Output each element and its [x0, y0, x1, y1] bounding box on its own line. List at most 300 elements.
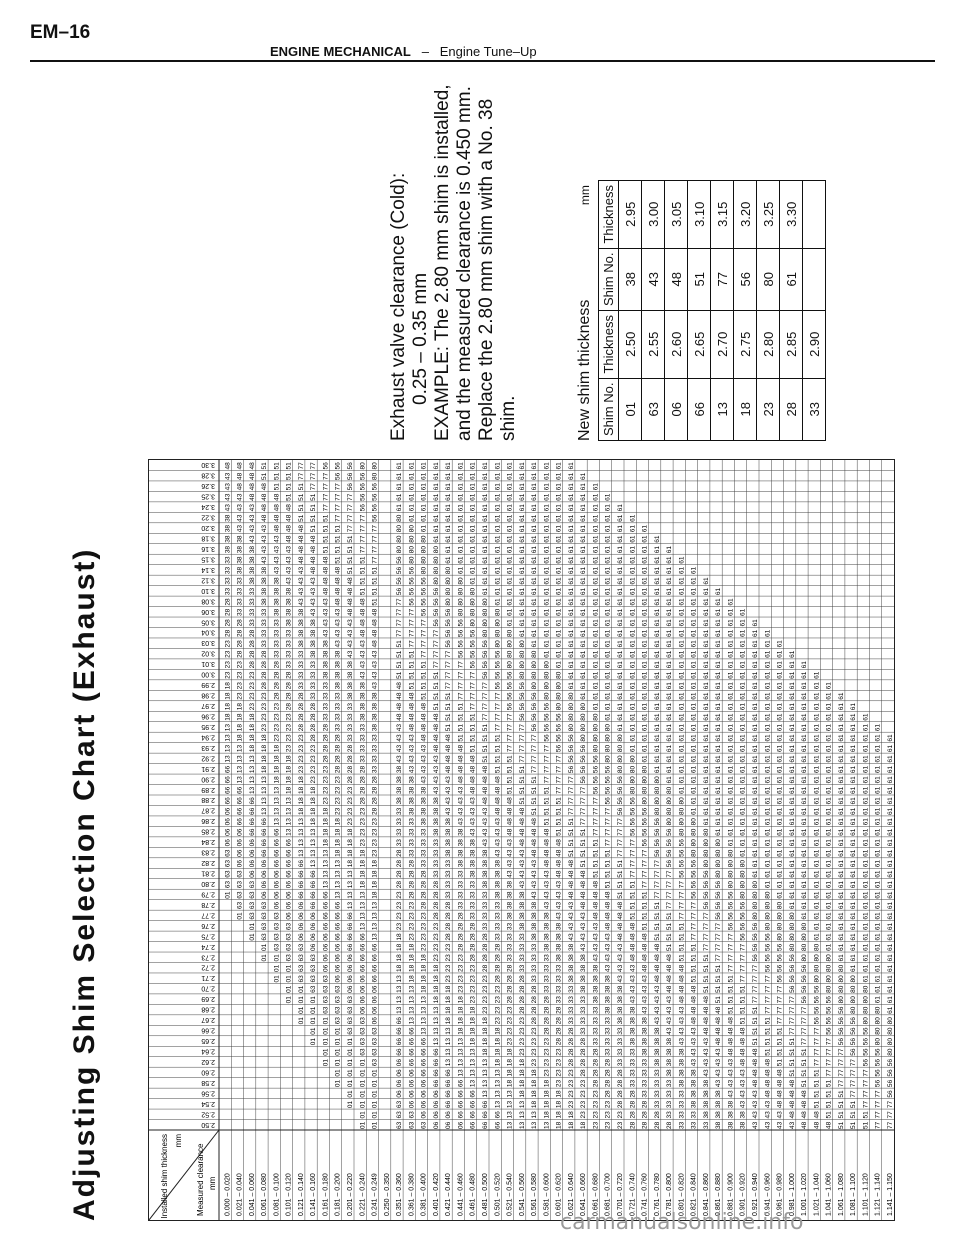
shim-cell: 63 — [347, 996, 354, 1004]
shim-cell: 61 — [862, 954, 870, 962]
shim-cell: 38 — [592, 985, 600, 993]
shim-cell: 23 — [322, 765, 330, 774]
shim-cell: 61 — [702, 640, 710, 648]
shim-cell: 61 — [592, 504, 600, 512]
shim-cell: 77 — [752, 964, 759, 972]
shim-cell: 13 — [224, 744, 232, 753]
shim-cell: 77 — [567, 786, 575, 794]
shim-cell: 06 — [322, 964, 330, 972]
shim-cell: 61 — [555, 493, 563, 501]
new-shim-row — [665, 181, 688, 441]
shim-cell: 61 — [408, 462, 416, 470]
shim-cell: 48 — [555, 839, 563, 847]
shim-cell: 80 — [653, 776, 661, 784]
shim-cell: 61 — [801, 901, 809, 910]
shim-cell: 56 — [739, 912, 747, 920]
shim-cell: 80 — [518, 661, 526, 669]
shim-cell: 61 — [653, 734, 661, 742]
shim-cell: 43 — [469, 797, 477, 805]
shim-cell: 23 — [396, 901, 404, 910]
shim-cell: 80 — [874, 1038, 882, 1046]
shim-cell: 51 — [371, 587, 379, 596]
shim-cell: 43 — [359, 671, 367, 679]
shim-cell: 23 — [543, 1048, 551, 1056]
header-separator: – — [421, 44, 429, 59]
shim-cell: 06 — [310, 943, 318, 952]
shim-cell: 66 — [408, 1038, 416, 1046]
clearance-row-label: 0.000 – 0.020 — [224, 1173, 232, 1216]
shim-cell: 43 — [567, 933, 575, 941]
new-shim-cell: 51 — [688, 248, 711, 310]
shim-cell: 13 — [469, 1048, 477, 1056]
shim-cell: 77 — [518, 755, 526, 763]
shim-cell: 28 — [248, 629, 256, 637]
shim-cell: 38 — [347, 671, 354, 679]
shim-cell: 61 — [752, 682, 759, 690]
shim-cell: 80 — [580, 713, 588, 721]
shim-cell: 77 — [666, 880, 674, 889]
shim-cell: 61 — [887, 786, 894, 794]
shim-cell: 18 — [285, 755, 293, 763]
shim-cell: 61 — [874, 996, 882, 1004]
shim-cell: 43 — [580, 922, 588, 931]
shim-cell: 61 — [666, 744, 674, 753]
shim-cell: 56 — [690, 860, 698, 868]
shim-cell: 33 — [408, 828, 416, 836]
shim-cell: 61 — [715, 671, 723, 679]
shim-cell: 61 — [862, 943, 870, 952]
shim-cell: 18 — [248, 713, 256, 721]
shim-cell: 23 — [371, 828, 379, 836]
shim-cell: 61 — [715, 682, 723, 690]
shim-cell: 43 — [678, 1017, 686, 1025]
shim-cell: 38 — [739, 1111, 747, 1119]
shim-cell: 80 — [592, 713, 600, 721]
shim-cell: 06 — [371, 985, 379, 993]
shim-cell: 18 — [543, 1111, 551, 1119]
shim-cell: 61 — [445, 462, 453, 470]
shim-cell: 61 — [678, 776, 686, 784]
shim-cell: 48 — [506, 807, 514, 815]
shim-cell: 80 — [727, 880, 735, 889]
shim-cell: 23 — [506, 1017, 514, 1025]
shim-cell: 18 — [494, 1027, 502, 1035]
shim-cell: 61 — [604, 504, 612, 512]
shim-cell: 33 — [629, 1079, 637, 1088]
shim-cell: 61 — [837, 723, 845, 732]
shim-cell: 51 — [580, 849, 588, 857]
shim-cell: 61 — [825, 943, 833, 952]
shim-cell: 18 — [457, 996, 465, 1004]
shim-cell: 43 — [604, 943, 612, 952]
shim-cell: 56 — [543, 734, 551, 742]
shim-cell: 61 — [629, 619, 637, 627]
clearance-row-label: 0.561 – 0.580 — [531, 1173, 539, 1216]
shim-column-label: 3.04 — [201, 628, 215, 636]
shim-cell: 33 — [678, 1090, 686, 1098]
shim-cell: 56 — [776, 964, 784, 972]
shim-cell: 56 — [580, 776, 588, 784]
shim-cell: 80 — [567, 713, 575, 721]
shim-cell: 61 — [543, 504, 551, 512]
shim-cell: 48 — [408, 703, 416, 711]
shim-cell: 61 — [702, 661, 710, 669]
shim-cell: 38 — [653, 1058, 661, 1067]
shim-cell: 38 — [248, 556, 256, 564]
shim-cell: 13 — [445, 1027, 453, 1035]
shim-cell: 63 — [297, 964, 305, 972]
shim-cell: 61 — [678, 556, 686, 564]
shim-cell: 66 — [310, 901, 318, 910]
shim-cell: 51 — [310, 493, 318, 501]
shim-cell: 06 — [432, 1111, 440, 1119]
shim-cell: 61 — [837, 933, 845, 941]
new-shim-cell: 01 — [619, 378, 642, 440]
shim-cell: 61 — [727, 608, 735, 617]
shim-cell: 38 — [408, 776, 416, 784]
shim-cell: 18 — [310, 797, 318, 805]
shim-cell: 48 — [432, 744, 440, 753]
shim-cell: 48 — [580, 901, 588, 910]
shim-cell: 56 — [813, 985, 821, 993]
shim-cell: 77 — [702, 912, 710, 920]
shim-cell: 61 — [641, 682, 649, 690]
shim-cell: 18 — [310, 807, 318, 815]
shim-cell: 61 — [752, 807, 759, 815]
shim-cell: 61 — [580, 535, 588, 543]
shim-cell: 61 — [666, 703, 674, 711]
shim-cell: 77 — [396, 619, 404, 627]
shim-cell: 43 — [739, 1090, 747, 1098]
shim-cell: 77 — [506, 734, 514, 742]
shim-cell: 01 — [334, 1027, 342, 1035]
new-shim-cell: 2.75 — [734, 311, 757, 379]
shim-cell: 43 — [236, 514, 244, 522]
shim-cell: 06 — [371, 1006, 379, 1014]
shim-cell: 33 — [617, 1038, 624, 1046]
shim-cell: 48 — [715, 1006, 723, 1014]
shim-cell: 06 — [224, 839, 232, 847]
shim-cell: 61 — [555, 598, 563, 606]
shim-cell: 48 — [702, 1006, 710, 1014]
shim-cell: 18 — [482, 1017, 489, 1025]
shim-cell: 77 — [715, 933, 723, 941]
shim-cell: 28 — [617, 1069, 624, 1077]
shim-cell: 61 — [420, 493, 428, 501]
shim-cell: 38 — [567, 943, 575, 952]
shim-cell: 18 — [334, 828, 342, 836]
shim-cell: 61 — [752, 818, 759, 826]
new-shim-cell: 2.95 — [619, 181, 642, 249]
shim-cell: 28 — [236, 650, 244, 658]
shim-cell: 80 — [629, 776, 637, 784]
shim-cell: 61 — [555, 650, 563, 658]
shim-cell: 80 — [531, 661, 539, 669]
shim-cell: 61 — [788, 839, 796, 847]
new-shim-cell: 2.55 — [642, 311, 665, 379]
shim-cell: 77 — [604, 807, 612, 815]
shim-cell: 80 — [371, 462, 379, 470]
shim-cell: 51 — [837, 1111, 845, 1119]
shim-cell: 33 — [666, 1111, 674, 1119]
shim-cell: 61 — [432, 535, 440, 543]
shim-cell: 33 — [261, 619, 269, 627]
shim-cell: 28 — [567, 1048, 575, 1056]
shim-cell: 61 — [788, 880, 796, 889]
shim-cell: 56 — [678, 849, 686, 857]
shim-cell: 06 — [408, 1100, 416, 1109]
shim-cell: 43 — [580, 943, 588, 952]
shim-cell: 66 — [273, 849, 281, 857]
shim-cell: 48 — [506, 818, 514, 826]
shim-cell: 33 — [592, 1017, 600, 1025]
shim-cell: 28 — [261, 661, 269, 669]
shim-cell: 77 — [727, 943, 735, 952]
shim-cell: 61 — [604, 671, 612, 679]
shim-cell: 18 — [457, 1027, 465, 1035]
shim-cell: 43 — [261, 525, 269, 533]
shim-cell: 33 — [248, 608, 256, 617]
shim-cell: 28 — [273, 692, 281, 700]
shim-cell: 80 — [788, 912, 796, 920]
shim-cell: 56 — [653, 818, 661, 826]
shim-cell: 61 — [825, 776, 833, 784]
shim-cell: 51 — [702, 975, 710, 983]
clearance-row-label: 0.961 – 0.980 — [776, 1173, 784, 1216]
shim-cell: 80 — [678, 797, 686, 805]
shim-cell: 13 — [359, 912, 367, 920]
shim-cell: 61 — [801, 797, 809, 805]
shim-cell: 18 — [432, 975, 440, 983]
shim-cell: 38 — [371, 713, 379, 721]
shim-cell: 61 — [887, 797, 894, 805]
shim-cell: 48 — [617, 922, 624, 931]
shim-cell: 51 — [432, 703, 440, 711]
shim-cell: 61 — [862, 776, 870, 784]
shim-cell: 63 — [322, 975, 330, 983]
shim-cell: 48 — [518, 828, 526, 836]
shim-cell: 61 — [653, 682, 661, 690]
shim-cell: 43 — [518, 870, 526, 878]
shim-cell: 61 — [764, 797, 772, 805]
shim-column-label: 2.64 — [201, 1047, 215, 1055]
shim-cell: 33 — [580, 1027, 588, 1035]
shim-cell: 23 — [445, 975, 453, 983]
shim-cell: 38 — [236, 556, 244, 564]
shim-cell: 77 — [334, 504, 342, 512]
shim-cell: 61 — [776, 891, 784, 899]
shim-cell: 43 — [420, 755, 428, 763]
shim-cell: 63 — [261, 912, 269, 920]
shim-cell: 28 — [236, 619, 244, 627]
shim-cell: 38 — [445, 828, 453, 836]
shim-cell: 51 — [592, 870, 600, 878]
shim-cell: 01 — [359, 1079, 367, 1088]
shim-cell: 61 — [813, 744, 821, 753]
shim-cell: 56 — [396, 566, 404, 575]
shim-cell: 77 — [617, 818, 624, 826]
shim-cell: 06 — [347, 975, 354, 983]
shim-cell: 33 — [359, 755, 367, 763]
shim-cell: 48 — [310, 535, 318, 543]
shim-cell: 66 — [420, 1069, 428, 1077]
shim-cell: 48 — [752, 1079, 759, 1088]
shim-cell: 28 — [518, 985, 526, 993]
shim-cell: 43 — [653, 1006, 661, 1014]
shim-cell: 61 — [752, 703, 759, 711]
shim-cell: 48 — [371, 619, 379, 627]
shim-cell: 48 — [666, 985, 674, 993]
shim-cell: 23 — [297, 734, 305, 742]
clearance-row-label: 0.201 – 0.220 — [347, 1173, 354, 1216]
shim-cell: 43 — [322, 608, 330, 617]
shim-cell: 63 — [371, 1038, 379, 1046]
shim-cell: 18 — [322, 828, 330, 836]
shim-cell: 33 — [224, 587, 232, 596]
shim-cell: 61 — [494, 587, 502, 596]
shim-cell: 51 — [641, 912, 649, 920]
shim-cell: 06 — [347, 964, 354, 972]
shim-cell: 33 — [408, 818, 416, 826]
shim-cell: 33 — [518, 933, 526, 941]
shim-cell: 13 — [396, 996, 404, 1004]
shim-cell: 33 — [567, 985, 575, 993]
shim-cell: 48 — [334, 566, 342, 575]
shim-cell: 28 — [396, 860, 404, 868]
shim-cell: 61 — [678, 629, 686, 637]
shim-cell: 23 — [261, 692, 269, 700]
shim-cell: 01 — [310, 996, 318, 1004]
shim-cell: 51 — [788, 1038, 796, 1046]
shim-cell: 56 — [506, 692, 514, 700]
shim-cell: 61 — [739, 713, 747, 721]
shim-cell: 28 — [420, 870, 428, 878]
shim-cell: 38 — [580, 985, 588, 993]
shim-cell: 33 — [371, 765, 379, 774]
shim-cell: 61 — [543, 545, 551, 554]
shim-column-label: 2.72 — [201, 963, 215, 971]
shim-cell: 61 — [837, 786, 845, 794]
shim-cell: 80 — [653, 807, 661, 815]
shim-cell: 38 — [678, 1079, 686, 1088]
shim-cell: 61 — [653, 744, 661, 753]
shim-cell: 61 — [850, 818, 858, 826]
shim-cell: 61 — [702, 755, 710, 763]
shim-cell: 33 — [555, 975, 563, 983]
watermark-text: carmanualsonline.info — [560, 1210, 804, 1235]
shim-cell: 80 — [678, 818, 686, 826]
shim-cell: 38 — [531, 922, 539, 931]
shim-cell: 13 — [310, 849, 318, 857]
shim-cell: 18 — [518, 1090, 526, 1098]
shim-cell: 28 — [334, 755, 342, 763]
shim-cell: 61 — [445, 525, 453, 533]
shim-cell: 43 — [494, 828, 502, 836]
shim-cell: 23 — [604, 1100, 612, 1109]
shim-cell: 51 — [531, 776, 539, 784]
shim-cell: 61 — [887, 765, 894, 774]
shim-cell: 61 — [666, 556, 674, 564]
shim-cell: 56 — [432, 619, 440, 627]
shim-cell: 56 — [752, 933, 759, 941]
shim-cell: 61 — [727, 682, 735, 690]
shim-cell: 56 — [592, 776, 600, 784]
shim-cell: 23 — [359, 839, 367, 847]
shim-column-label: 2.89 — [201, 785, 215, 793]
shim-cell: 80 — [531, 671, 539, 679]
shim-cell: 33 — [322, 703, 330, 711]
shim-cell: 48 — [310, 545, 318, 554]
shim-cell: 63 — [334, 985, 342, 993]
clearance-row-label: 1.061 – 1.080 — [837, 1173, 845, 1216]
shim-cell: 61 — [469, 504, 477, 512]
shim-cell: 56 — [445, 640, 453, 648]
shim-cell: 61 — [776, 849, 784, 857]
shim-cell: 61 — [715, 587, 723, 596]
shim-cell: 38 — [555, 954, 563, 962]
shim-cell: 51 — [359, 566, 367, 575]
shim-cell: 61 — [813, 755, 821, 763]
shim-cell: 43 — [555, 912, 563, 920]
new-shim-row — [734, 181, 757, 441]
shim-cell: 61 — [887, 954, 894, 962]
shim-cell: 80 — [445, 566, 453, 575]
shim-cell: 56 — [408, 566, 416, 575]
shim-cell: 56 — [776, 954, 784, 962]
shim-cell: 63 — [359, 1027, 367, 1035]
shim-cell: 61 — [592, 545, 600, 554]
shim-cell: 43 — [469, 828, 477, 836]
shim-cell: 61 — [850, 713, 858, 721]
shim-cell: 56 — [482, 650, 489, 658]
shim-cell: 80 — [432, 556, 440, 564]
shim-cell: 61 — [555, 640, 563, 648]
shim-cell: 77 — [617, 849, 624, 857]
shim-cell: 66 — [285, 860, 293, 868]
shim-cell: 23 — [592, 1100, 600, 1109]
shim-cell: 48 — [396, 692, 404, 700]
shim-cell: 61 — [837, 922, 845, 931]
shim-cell: 18 — [224, 703, 232, 711]
shim-cell: 61 — [445, 493, 453, 501]
clearance-row-label: 0.741 – 0.760 — [641, 1173, 649, 1216]
shim-cell: 01 — [347, 1090, 354, 1098]
shim-cell: 61 — [653, 723, 661, 732]
shim-cell: 51 — [445, 723, 453, 732]
shim-cell: 51 — [543, 807, 551, 815]
shim-cell: 80 — [641, 797, 649, 805]
shim-cell: 33 — [248, 598, 256, 606]
shim-cell: 61 — [518, 587, 526, 596]
shim-cell: 61 — [506, 545, 514, 554]
shim-cell: 43 — [764, 1121, 772, 1129]
shim-cell: 18 — [297, 786, 305, 794]
shim-cell: 61 — [752, 629, 759, 637]
shim-cell: 43 — [506, 870, 514, 878]
shim-cell: 61 — [592, 629, 600, 637]
shim-cell: 61 — [469, 566, 477, 575]
shim-cell: 38 — [347, 661, 354, 669]
shim-cell: 28 — [322, 755, 330, 763]
shim-cell: 61 — [801, 671, 809, 679]
shim-cell: 28 — [531, 996, 539, 1004]
shim-cell: 51 — [420, 692, 428, 700]
shim-cell: 56 — [862, 1048, 870, 1056]
shim-cell: 61 — [494, 566, 502, 575]
shim-cell: 33 — [347, 734, 354, 742]
shim-cell: 33 — [469, 912, 477, 920]
shim-cell: 61 — [887, 849, 894, 857]
